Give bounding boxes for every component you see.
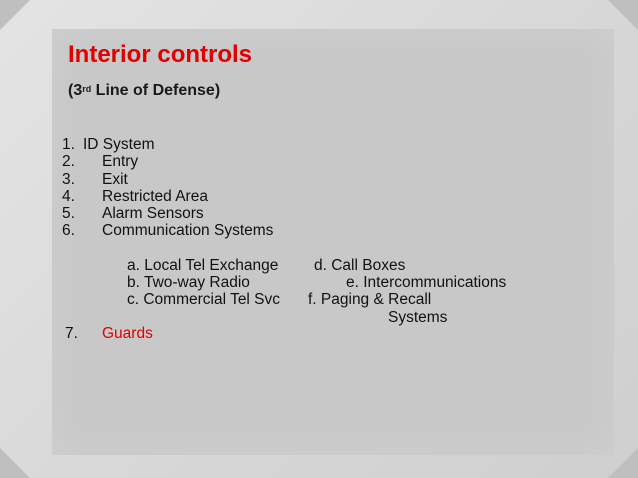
list-text: Communication Systems	[102, 222, 274, 240]
sub-item-intercommunications: e. Intercommunications	[346, 274, 507, 291]
list-number: 2.	[62, 153, 75, 171]
sub-item-paging-recall-continued: Systems	[388, 309, 448, 326]
sub-item-local-tel-exchange: a. Local Tel Exchange	[127, 257, 279, 274]
sub-item-commercial-tel-svc: c. Commercial Tel Svc	[127, 291, 281, 308]
subtitle-superscript: rd	[82, 84, 92, 94]
list-number: 7.	[65, 325, 78, 342]
corner-decoration	[0, 0, 30, 30]
corner-decoration	[608, 0, 638, 30]
list-item-guards: Guards	[102, 325, 153, 342]
list-number: 1.	[62, 136, 75, 153]
list-number: 4.	[62, 187, 75, 205]
list-number: 6.	[62, 222, 75, 240]
sub-item-call-boxes: d. Call Boxes	[314, 257, 406, 274]
slide-title: Interior controls	[68, 41, 253, 68]
list-text: Restricted Area	[102, 187, 208, 205]
subtitle-suffix: Line of Defense)	[91, 82, 221, 99]
list-number: 3.	[62, 170, 75, 188]
list-text: Exit	[102, 170, 128, 188]
list-text: Entry	[102, 153, 139, 171]
sub-item-paging-recall: f. Paging & Recall	[308, 291, 432, 308]
corner-decoration	[0, 448, 30, 478]
list-text: ID System	[83, 136, 155, 153]
sub-item-two-way-radio: b. Two-way Radio	[127, 274, 250, 291]
list-text: Alarm Sensors	[102, 205, 204, 223]
subtitle-prefix: (3	[68, 82, 83, 99]
slide-subtitle	[68, 80, 220, 102]
list-number: 5.	[62, 205, 75, 223]
